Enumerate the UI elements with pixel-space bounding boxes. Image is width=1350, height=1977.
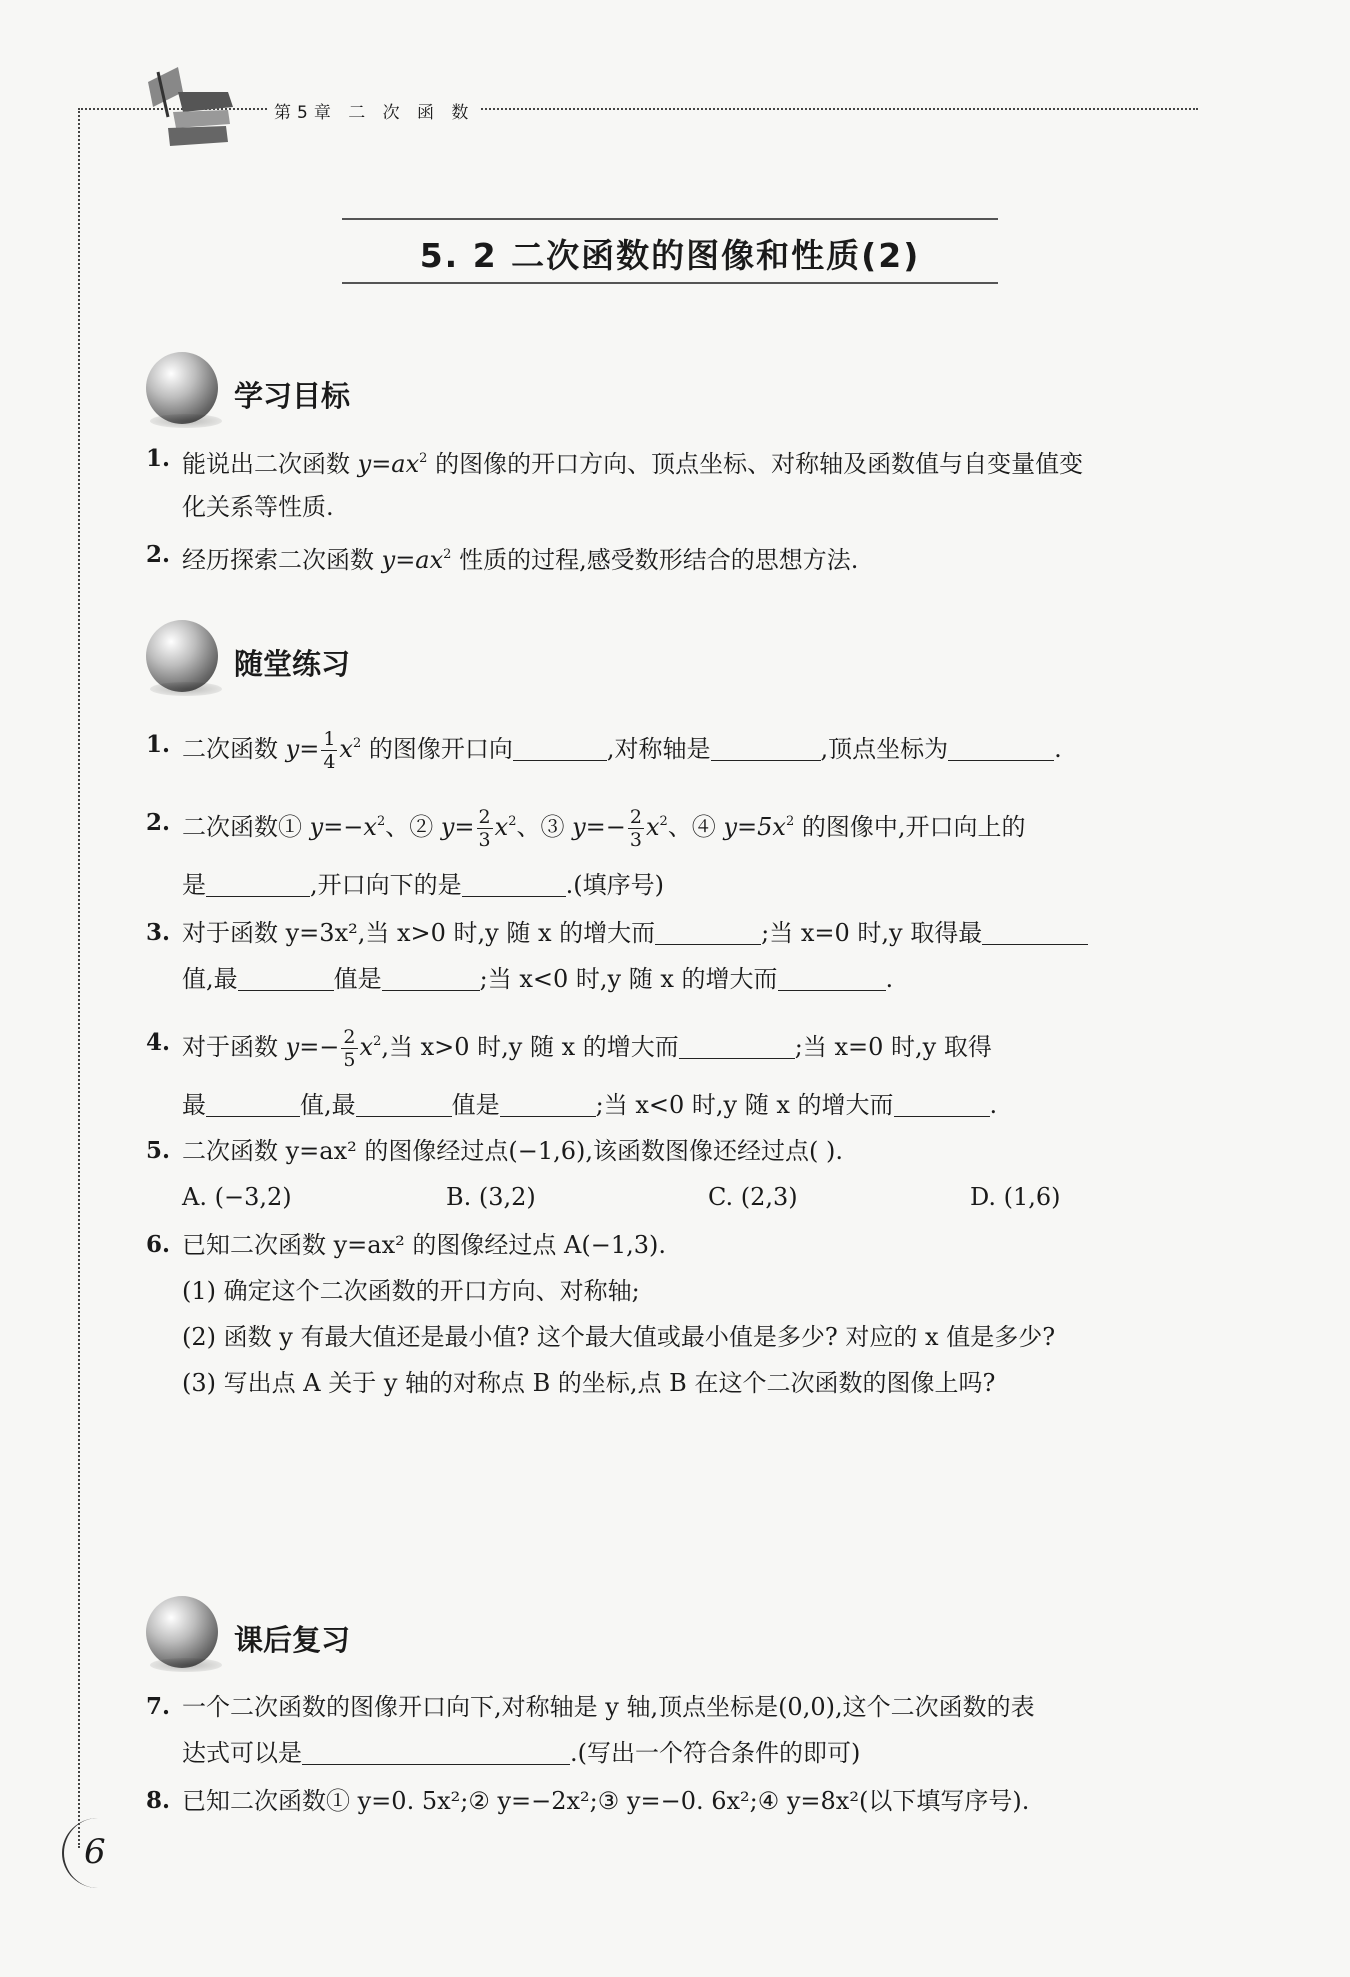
review-7-line-2: 达式可以是 .(写出一个符合条件的即可)	[182, 1739, 861, 1767]
sphere-icon	[146, 352, 218, 424]
review-7-number: 7.	[146, 1693, 171, 1720]
practice-5-number: 5.	[146, 1137, 171, 1164]
option-c: C. (2,3)	[708, 1183, 798, 1211]
review-8-text: 已知二次函数① y=0. 5x²;② y=−2x²;③ y=−0. 6x²;④ y=8x²(以下填写序号).	[182, 1787, 1030, 1815]
answer-blank[interactable]	[982, 920, 1088, 945]
sphere-icon	[146, 1596, 218, 1668]
answer-blank[interactable]	[382, 966, 480, 991]
answer-blank[interactable]	[711, 736, 821, 761]
answer-blank[interactable]	[500, 1092, 596, 1117]
practice-4-line-2: 最 值,最 值是 ;当 x<0 时,y 随 x 的增大而 .	[182, 1091, 998, 1119]
answer-blank[interactable]	[948, 736, 1054, 761]
practice-3-number: 3.	[146, 919, 171, 946]
section-practice-label: 随堂练习	[234, 647, 351, 681]
practice-3-line-2: 值,最 值是 ;当 x<0 时,y 随 x 的增大而 .	[182, 965, 894, 993]
goal-1-line-2: 化关系等性质.	[182, 493, 334, 521]
practice-5-text: 二次函数 y=ax² 的图像经过点(−1,6),该函数图像还经过点( ).	[182, 1137, 844, 1165]
practice-4-number: 4.	[146, 1029, 171, 1056]
answer-blank[interactable]	[655, 920, 761, 945]
answer-blank[interactable]	[302, 1740, 570, 1765]
section-goals-label: 学习目标	[234, 379, 351, 413]
answer-blank[interactable]	[238, 966, 334, 991]
answer-blank[interactable]	[356, 1092, 452, 1117]
practice-2-line-2: 是 ,开口向下的是 .(填序号)	[182, 871, 664, 899]
answer-blank[interactable]	[778, 966, 886, 991]
section-review-label: 课后复习	[234, 1623, 351, 1657]
practice-4-line-1: 对于函数 y=− $\frac{2}{5}$ $x^2$,当 x>0 时,y 随 x 的增大而 ;当 x=0 时,y 取得	[182, 1026, 992, 1071]
practice-2-line-1: 二次函数① $y=-x^2$、② y= $\frac{2}{3}$ $x^2$、③ y=− $\frac{2}{3}$ $x^2$、④ $y=5x^2$ 的图像中,开口向上的	[182, 806, 1026, 851]
practice-2-number: 2.	[146, 809, 171, 836]
answer-blank[interactable]	[206, 872, 310, 897]
answer-blank[interactable]	[679, 1034, 795, 1059]
section-title: 5. 2 二次函数的图像和性质(2)	[419, 236, 921, 275]
option-b: B. (3,2)	[446, 1183, 536, 1211]
answer-blank[interactable]	[513, 736, 607, 761]
books-logo-icon	[138, 62, 238, 152]
practice-3-line-1: 对于函数 y=3x²,当 x>0 时,y 随 x 的增大而 ;当 x=0 时,y 取得最	[182, 916, 1088, 950]
left-dotted-border	[78, 108, 80, 1848]
goal-2-number: 2.	[146, 541, 171, 568]
review-7-line-1: 一个二次函数的图像开口向下,对称轴是 y 轴,顶点坐标是(0,0),这个二次函数的表	[182, 1693, 1035, 1721]
practice-6-sub-1: (1) 确定这个二次函数的开口方向、对称轴;	[182, 1277, 640, 1305]
section-title-box	[342, 218, 998, 284]
practice-6-number: 6.	[146, 1231, 171, 1258]
answer-blank[interactable]	[462, 872, 566, 897]
review-8-number: 8.	[146, 1787, 171, 1814]
practice-1-text: 二次函数 y= $\frac{1}{4}$ $x^2$ 的图像开口向 ,对称轴是 ,顶点坐标为 .	[182, 728, 1062, 773]
practice-6-sub-2: (2) 函数 y 有最大值还是最小值? 这个最大值或最小值是多少? 对应的 x 值是多少?	[182, 1323, 1056, 1351]
option-a: A. (−3,2)	[182, 1183, 292, 1211]
practice-1-number: 1.	[146, 731, 171, 758]
practice-6-text: 已知二次函数 y=ax² 的图像经过点 A(−1,3).	[182, 1231, 666, 1259]
answer-blank[interactable]	[894, 1092, 990, 1117]
goal-1-number: 1.	[146, 445, 171, 472]
goal-2-text: 经历探索二次函数 $y=ax^2$ 性质的过程,感受数形结合的思想方法.	[182, 546, 859, 574]
page-number-badge	[62, 1818, 134, 1888]
header-dotted-line	[78, 108, 1198, 110]
answer-blank[interactable]	[206, 1092, 300, 1117]
option-d: D. (1,6)	[970, 1183, 1061, 1211]
practice-6-sub-3: (3) 写出点 A 关于 y 轴的对称点 B 的坐标,点 B 在这个二次函数的图像上吗?	[182, 1369, 996, 1397]
page-number: 6	[84, 1832, 106, 1872]
goal-1-line-1: 能说出二次函数 $y=ax^2$ 的图像的开口方向、顶点坐标、对称轴及函数值与自变量值变	[182, 450, 1084, 478]
chapter-header: 第5章 二 次 函 数	[268, 98, 480, 123]
sphere-icon	[146, 620, 218, 692]
